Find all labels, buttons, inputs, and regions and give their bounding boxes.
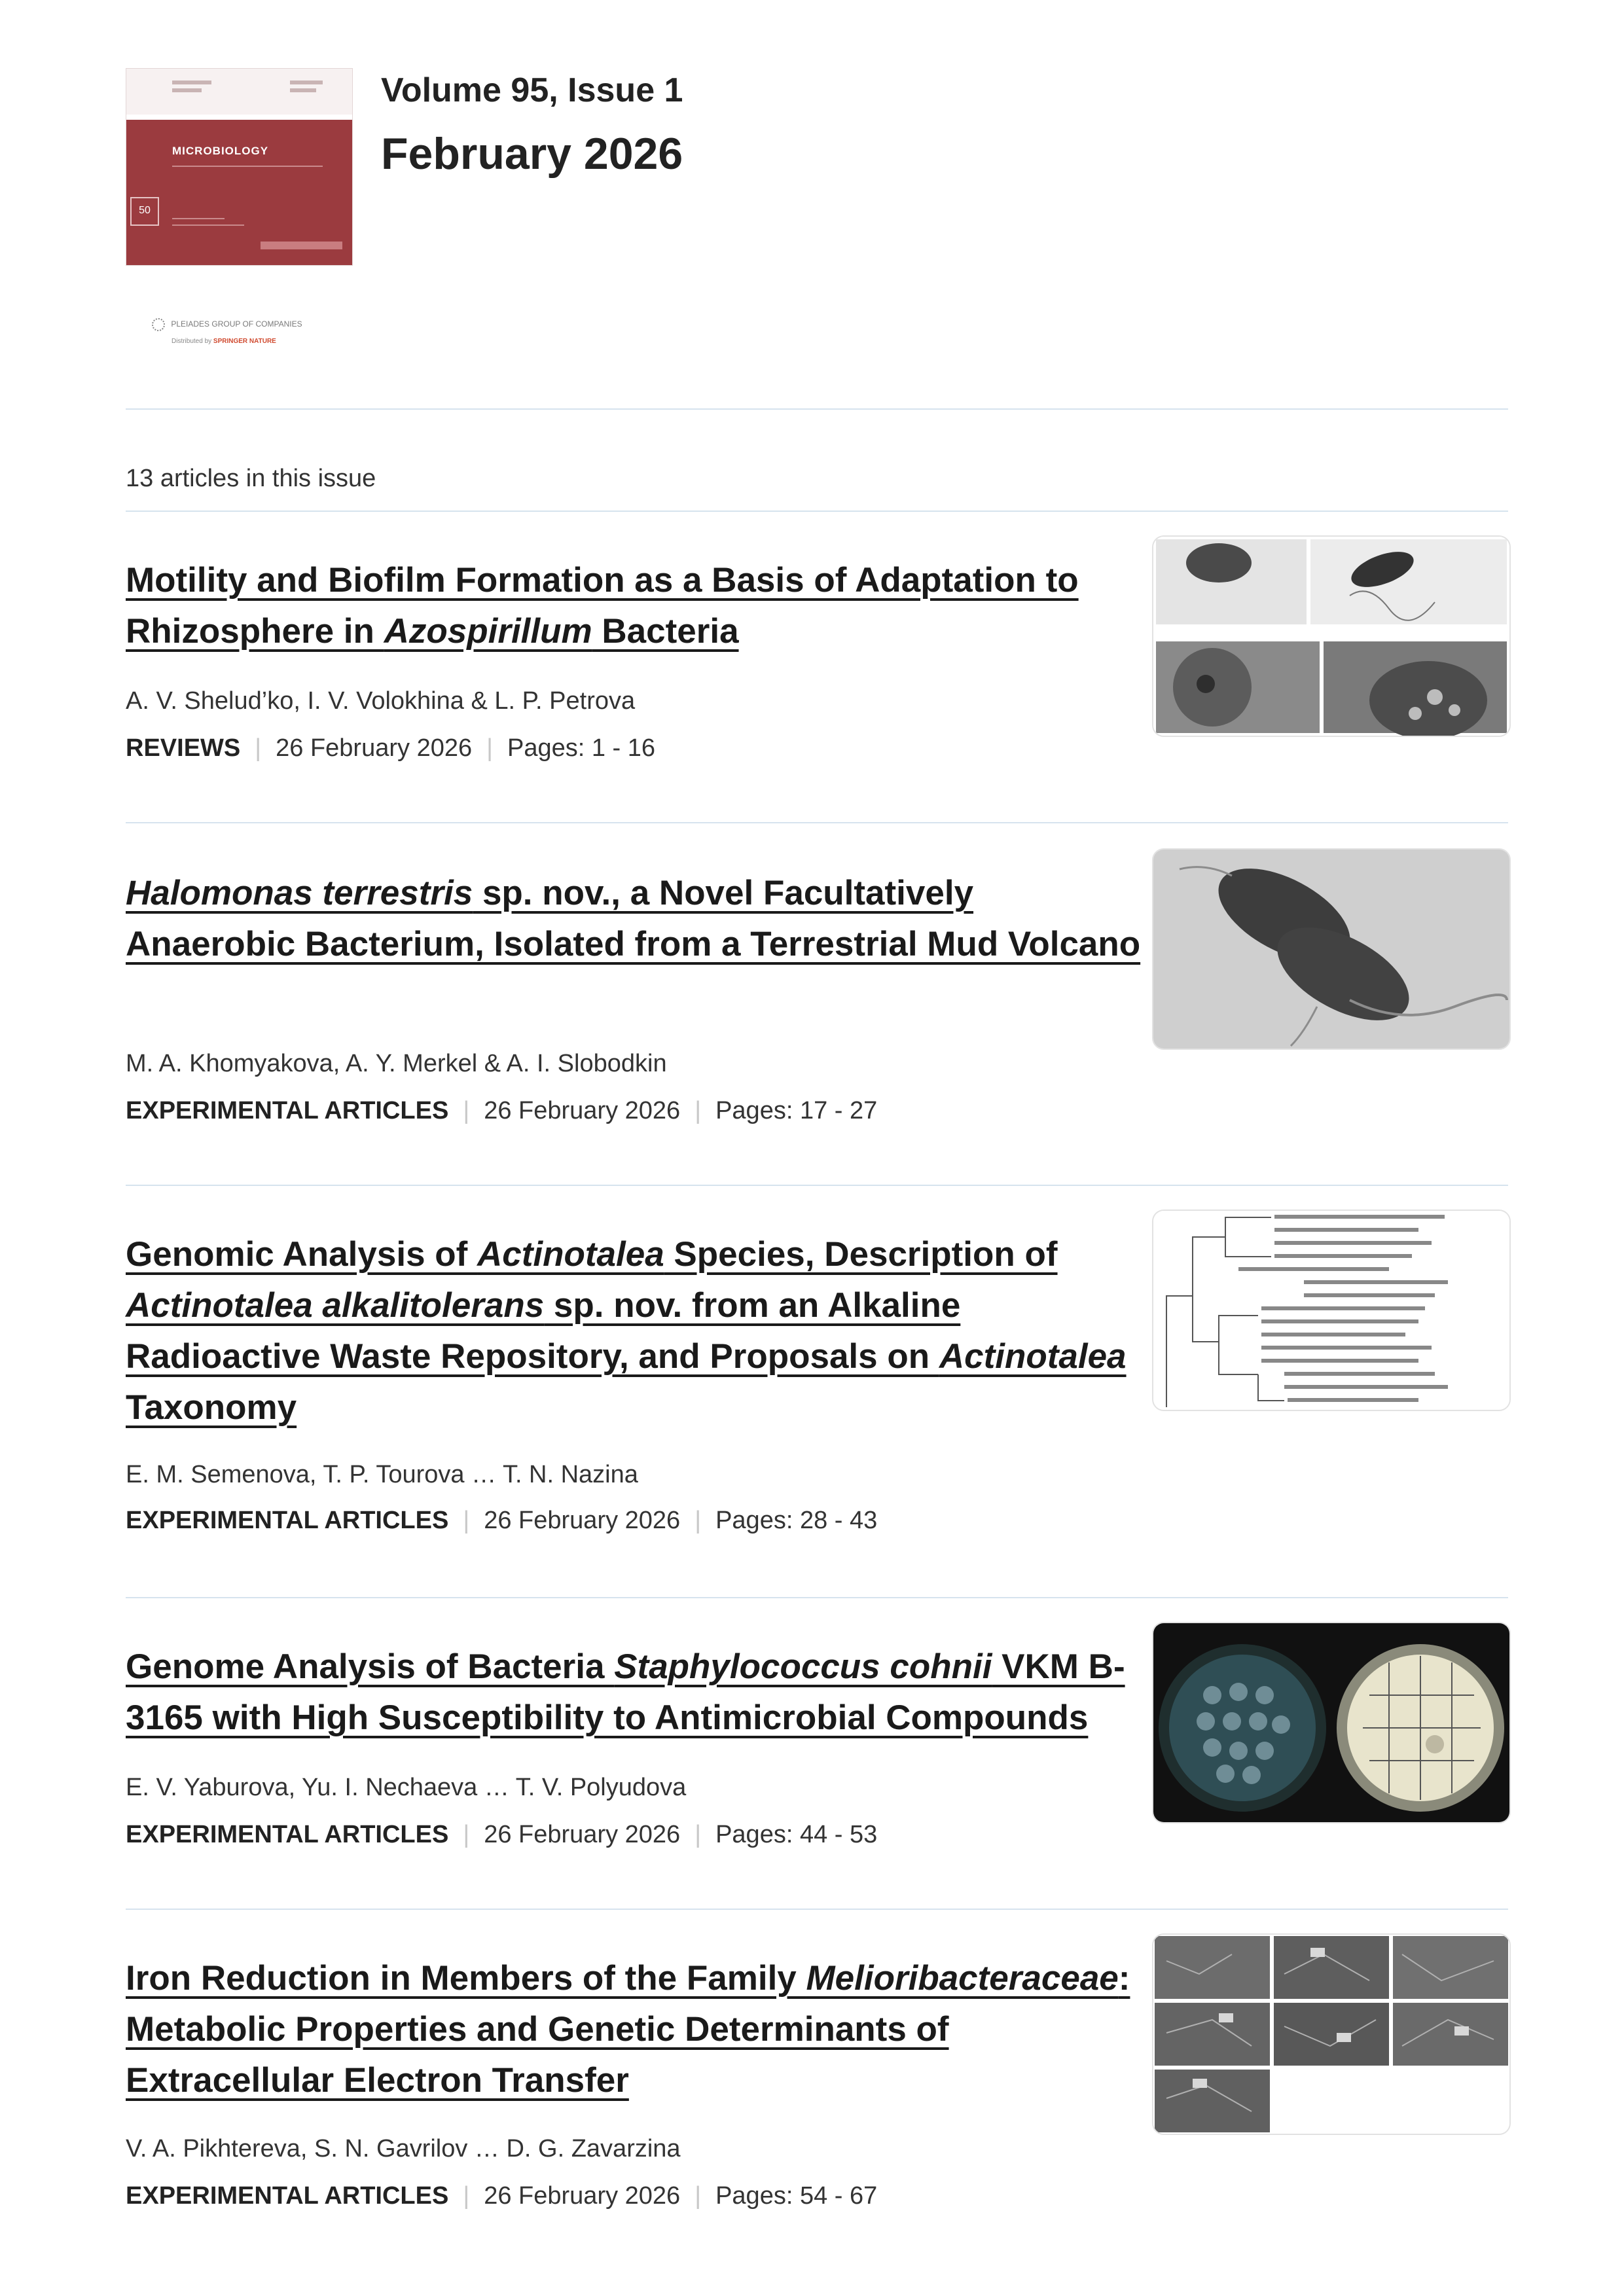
article-meta: REVIEWS | 26 February 2026 | Pages: 1 - 16 (126, 734, 656, 762)
article-date: 26 February 2026 (484, 2182, 681, 2210)
cover-text-line (290, 88, 316, 92)
article-date: 26 February 2026 (484, 1507, 681, 1534)
article-meta: EXPERIMENTAL ARTICLES | 26 February 2026 | Pages: 44 - 53 (126, 1821, 878, 1848)
divider (126, 1909, 1508, 1910)
article-date: 26 February 2026 (276, 734, 473, 762)
article-pages: Pages: 17 - 27 (715, 1097, 878, 1124)
article-pages: Pages: 28 - 43 (715, 1507, 878, 1534)
article-category: REVIEWS (126, 734, 241, 762)
pleiades-logo-icon (152, 318, 165, 331)
distributor-prefix: Distributed by (171, 338, 212, 345)
article-category: EXPERIMENTAL ARTICLES (126, 2182, 449, 2210)
article-title-link[interactable]: Halomonas terrestris sp. nov., a Novel Facultatively Anaerobic Bacterium, Isolated from a Terrestrial Mud Volcano (126, 874, 1141, 963)
article-title-link[interactable]: Motility and Biofilm Formation as a Basis of Adaptation to Rhizosphere in Azospirillum Bacteria (126, 561, 1079, 651)
article-pages: Pages: 54 - 67 (715, 2182, 878, 2210)
micrograph-image (1153, 850, 1509, 1049)
cover-text-line (172, 88, 202, 92)
divider (126, 1185, 1508, 1186)
cover-badge: 50 (130, 197, 159, 226)
article-title-link[interactable]: Genome Analysis of Bacteria Staphylococcus cohnii VKM B-3165 with High Susceptibility to Antimicrobial Compounds (126, 1647, 1125, 1737)
article-thumbnail[interactable] (1152, 1210, 1511, 1411)
article-pages: Pages: 44 - 53 (715, 1821, 878, 1848)
article-date: 26 February 2026 (484, 1097, 681, 1124)
article-title-link[interactable]: Genomic Analysis of Actinotalea Species, Description of Actinotalea alkalitolerans sp. nov. from an Alkaline Radioactive Waste Repository, and Proposals on Actinotalea Taxonomy (126, 1235, 1127, 1427)
article-thumbnail[interactable] (1152, 535, 1511, 737)
cover-divider (172, 166, 323, 167)
article-authors: E. M. Semenova, T. P. Tourova … T. N. Nazina (126, 1461, 638, 1488)
petri-dish-image (1153, 1623, 1509, 1822)
article-authors: V. A. Pikhtereva, S. N. Gavrilov … D. G. Zavarzina (126, 2135, 681, 2162)
distributor-line (171, 338, 276, 345)
divider (126, 408, 1508, 410)
article-authors: A. V. Shelud’ko, I. V. Volokhina & L. P. Petrova (126, 687, 636, 715)
article-count: 13 articles in this issue (126, 465, 376, 492)
cover-top (126, 69, 352, 115)
issue-header (126, 68, 1508, 343)
article-title-link[interactable]: Iron Reduction in Members of the Family Melioribacteraceae: Metabolic Properties and Genetic Determinants of Extracellular Electron Transfer (126, 1959, 1130, 2100)
article-pages: Pages: 1 - 16 (507, 734, 656, 762)
article-authors: E. V. Yaburova, Yu. I. Nechaeva … T. V. Polyudova (126, 1774, 687, 1801)
article-date: 26 February 2026 (484, 1821, 681, 1848)
micrograph-image (1153, 537, 1509, 736)
article-thumbnail[interactable] (1152, 1622, 1511, 1823)
phylogenetic-tree-image (1153, 1211, 1509, 1410)
divider (126, 1597, 1508, 1598)
article-category: EXPERIMENTAL ARTICLES (126, 1821, 449, 1848)
article-thumbnail[interactable] (1152, 848, 1511, 1050)
publisher-name: PLEIADES GROUP OF COMPANIES (171, 319, 302, 329)
divider (126, 822, 1508, 823)
issue-date: February 2026 (381, 129, 683, 179)
journal-cover-image[interactable] (126, 68, 353, 266)
article-meta: EXPERIMENTAL ARTICLES | 26 February 2026 | Pages: 28 - 43 (126, 1507, 878, 1534)
article-category: EXPERIMENTAL ARTICLES (126, 1507, 449, 1534)
cover-stripe (261, 242, 342, 249)
article-thumbnail[interactable] (1152, 1933, 1511, 2135)
article-meta: EXPERIMENTAL ARTICLES | 26 February 2026 | Pages: 17 - 27 (126, 1097, 878, 1124)
sem-image-grid (1153, 1935, 1509, 2134)
cover-title: MICROBIOLOGY (172, 145, 269, 157)
cover-text-line (172, 81, 211, 84)
cover-divider (172, 224, 244, 226)
cover-text-line (290, 81, 323, 84)
volume-issue: Volume 95, Issue 1 (381, 71, 683, 109)
divider (126, 511, 1508, 512)
cover-divider (172, 218, 225, 219)
article-authors: M. A. Khomyakova, A. Y. Merkel & A. I. Slobodkin (126, 1050, 667, 1077)
cover-band (126, 120, 352, 265)
article-meta: EXPERIMENTAL ARTICLES | 26 February 2026 | Pages: 54 - 67 (126, 2182, 878, 2210)
article-category: EXPERIMENTAL ARTICLES (126, 1097, 449, 1124)
distributor-name: SPRINGER NATURE (213, 338, 276, 345)
publisher-logo (152, 318, 302, 331)
